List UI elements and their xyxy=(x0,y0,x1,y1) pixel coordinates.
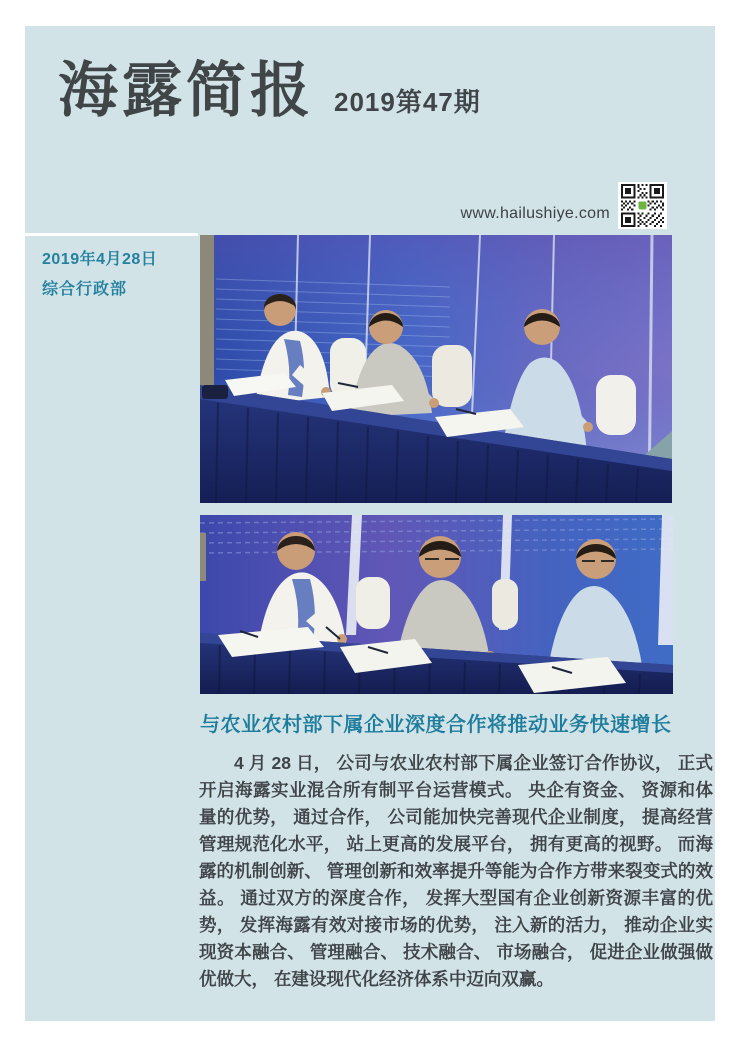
article-body: 4 月 28 日， 公司与农业农村部下属企业签订合作协议， 正式开启海露实业混合所有制平台运营模式。 央企有资金、 资源和体量的优势， 通过合作， 公司能加快完善现代企业制度， 提高经营管理规范化水平， 站上更高的发展平台， 拥有更高的视野。 而海露的机制创新、 管理创新和效率提升等能为合作方带来裂变式的效益。 通过双方的深度合作， 发挥大型国有企业创新资源丰富的优势， 发挥海露有效对接市场的优势， 注入新的活力， 推动企业实现资本融合、 管理融合、 技术融合、 市场融合， 促进企业做强做优做大， 在建设现代化经济体系中迈向双赢。 xyxy=(199,753,713,989)
sidebar-divider xyxy=(25,233,198,236)
signing-photo-top xyxy=(200,235,672,503)
website-url: www.hailushiye.com xyxy=(460,205,610,222)
issue-number: 2019第47期 xyxy=(334,87,481,117)
sidebar-date: 2019年4月28日 xyxy=(42,251,158,268)
sidebar-department: 综合行政部 xyxy=(42,281,128,298)
masthead xyxy=(58,58,481,124)
signing-photo-bottom xyxy=(200,515,673,694)
qr-code-icon xyxy=(618,182,667,229)
article-headline: 与农业农村部下属企业深度合作将推动业务快速增长 xyxy=(200,714,672,736)
newsletter-title: 海露简报 xyxy=(58,57,314,124)
